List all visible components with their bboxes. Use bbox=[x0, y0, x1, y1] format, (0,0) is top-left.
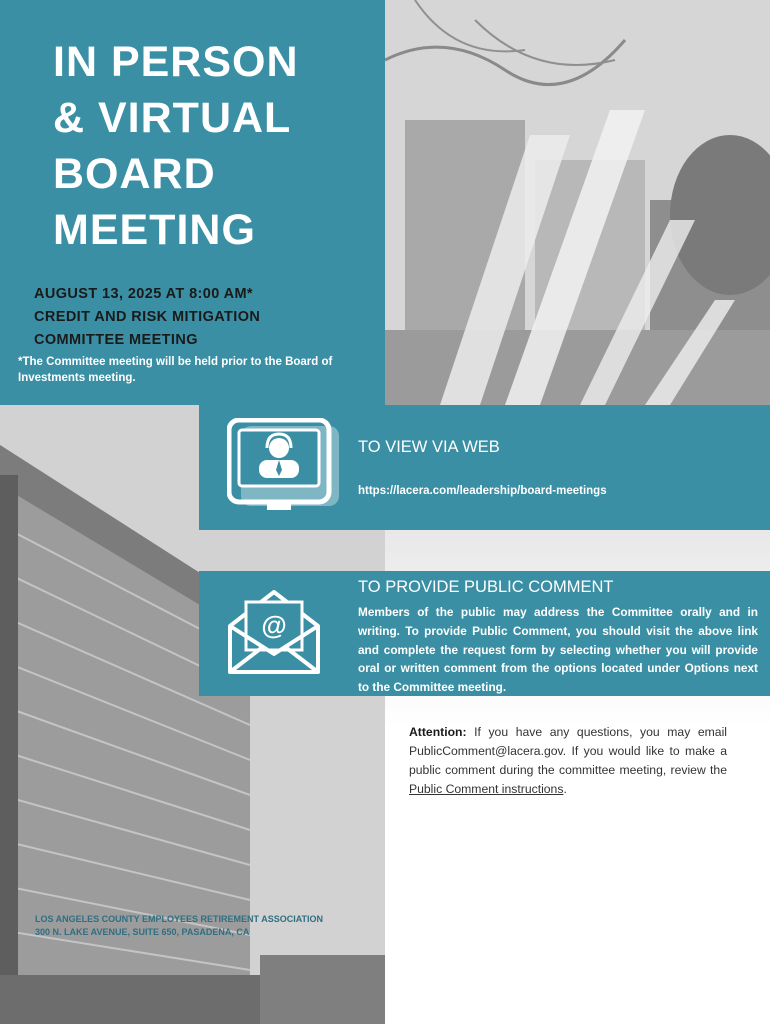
building-photo-top bbox=[385, 0, 770, 405]
page-title bbox=[53, 34, 373, 258]
organization-address: 300 N. LAKE AVENUE, SUITE 650, PASADENA, CA bbox=[35, 927, 250, 937]
computer-presenter-icon bbox=[227, 418, 342, 523]
committee-name-line-2: COMMITTEE MEETING bbox=[34, 332, 198, 348]
svg-text:@: @ bbox=[261, 610, 287, 640]
title-line-1: IN PERSON bbox=[53, 38, 299, 86]
attention-text: If you have any questions, you may email PublicComment@lacera.gov. If you would like to make a public comment during the committee meeting, review the bbox=[409, 725, 727, 777]
title-line-3: BOARD bbox=[53, 150, 216, 198]
public-comment-heading: TO PROVIDE PUBLIC COMMENT bbox=[358, 578, 614, 596]
meeting-date-time: AUGUST 13, 2025 AT 8:00 AM* bbox=[34, 286, 253, 302]
view-via-web-heading: TO VIEW VIA WEB bbox=[358, 438, 500, 456]
attention-text-end: . bbox=[563, 782, 567, 796]
public-comment-description: Members of the public may address the Committee orally and in writing. To provide Public Comment, you should visit the above link and complete the request form by selecting whether you will provide oral or written comment from the options located under Options next to the Committee meeting. bbox=[358, 605, 758, 695]
organization-info bbox=[35, 913, 323, 939]
public-comment-instructions-link[interactable]: Public Comment instructions bbox=[409, 782, 564, 796]
attention-label: Attention: bbox=[409, 725, 467, 739]
committee-name-line-1: CREDIT AND RISK MITIGATION bbox=[34, 309, 261, 325]
email-envelope-icon bbox=[226, 588, 326, 683]
title-line-2: & VIRTUAL bbox=[53, 94, 292, 142]
meeting-info bbox=[34, 283, 260, 352]
title-line-4: MEETING bbox=[53, 206, 256, 254]
meeting-footnote: *The Committee meeting will be held prior to the Board of Investments meeting. bbox=[18, 356, 333, 384]
organization-name: LOS ANGELES COUNTY EMPLOYEES RETIREMENT ASSOCIATION bbox=[35, 914, 324, 924]
attention-note bbox=[409, 723, 727, 799]
board-meetings-link[interactable]: https://lacera.com/leadership/board-meetings bbox=[358, 485, 607, 497]
